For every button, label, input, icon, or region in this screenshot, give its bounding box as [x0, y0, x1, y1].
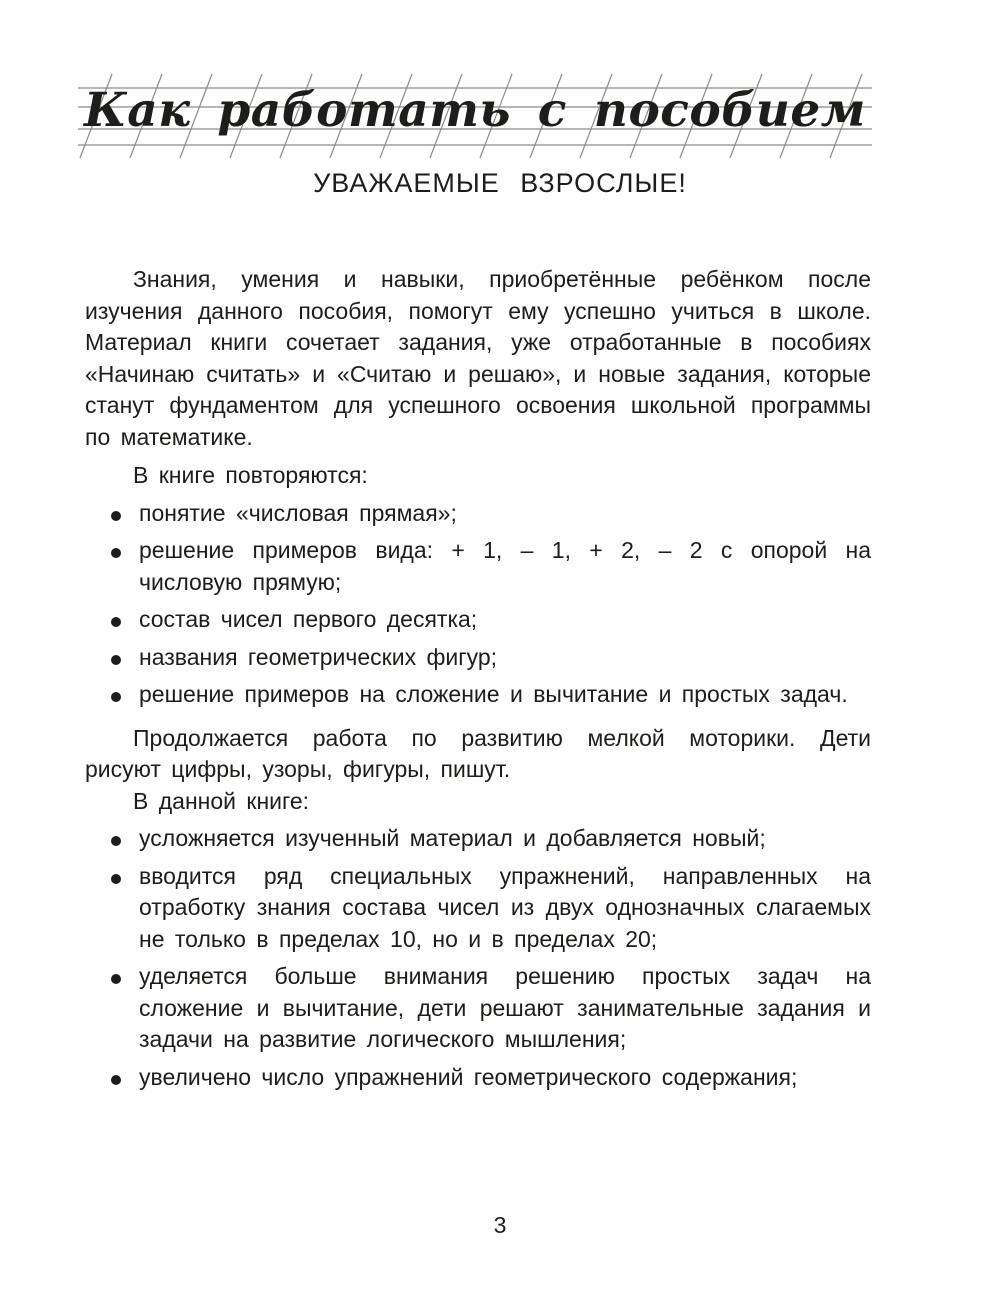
page-number: 3 [493, 1212, 507, 1238]
title-block [60, 60, 890, 160]
list-item-text: понятие «числовая прямая»; [139, 499, 457, 526]
book-list [85, 823, 871, 1093]
list-item [85, 961, 871, 1056]
bullet-icon [111, 511, 121, 521]
list-item-text: состав чисел первого десятка; [139, 606, 478, 632]
list-item-text: вводится ряд специальных упражнений, направленных на отработку знания состава чисел из двух однозначных слагаемых не только в пределах 10, но и в пределах 20; [139, 862, 871, 952]
list-item-text: усложняется изученный материал и добавляется новый; [139, 825, 766, 851]
list-item [85, 498, 871, 530]
list-item-text: решение примеров вида: + 1, – 1, + 2, – 2 с опорой на числовую прямую; [139, 537, 871, 595]
list-item [85, 1062, 871, 1094]
list-item [85, 861, 871, 956]
bullet-icon [111, 836, 121, 846]
list-item-text: решение примеров на сложение и вычитание и простых задач. [139, 681, 848, 707]
bullet-icon [111, 692, 121, 702]
list-item-text: увеличено число упражнений геометрического содержания; [139, 1063, 798, 1090]
list-item [85, 604, 871, 636]
intro-paragraph: Знания, умения и навыки, приобретённые ребёнком после изучения данного пособия, помогут ему успешно учиться в школе. Материал книги сочетает задания, уже отработанные в пособиях «Начинаю считать» и «Считаю и решаю», и новые задания, которые станут фундаментом для успешного освоения школьной программы по математике. [85, 266, 871, 450]
repeat-label: В книге повторяются: [133, 462, 368, 488]
section-heading: УВАЖАЕМЫЕ ВЗРОСЛЫЕ! [313, 168, 687, 198]
list-item-text: названия геометрических фигур; [139, 643, 498, 670]
list-item [85, 823, 871, 855]
page-title: Как работать с пособием [84, 83, 866, 138]
bullet-icon [111, 548, 121, 558]
list-item-text: уделяется больше внимания решению простых задач на сложение и вычитание, дети решают занимательные задания и задачи на развитие логического мышления; [139, 963, 871, 1052]
list-item [85, 642, 871, 674]
motor-paragraph: Продолжается работа по развитию мелкой моторики. Дети рисуют цифры, узоры, фигуры, пишут. [85, 724, 871, 782]
list-item [85, 679, 871, 711]
bullet-icon [111, 617, 121, 627]
repeat-list [85, 498, 871, 711]
bullet-icon [111, 974, 121, 984]
body-text [85, 264, 871, 1093]
book-label: В данной книге: [133, 787, 310, 814]
bullet-icon [111, 874, 121, 884]
bullet-icon [111, 655, 121, 665]
bullet-icon [111, 1075, 121, 1085]
list-item [85, 535, 871, 598]
